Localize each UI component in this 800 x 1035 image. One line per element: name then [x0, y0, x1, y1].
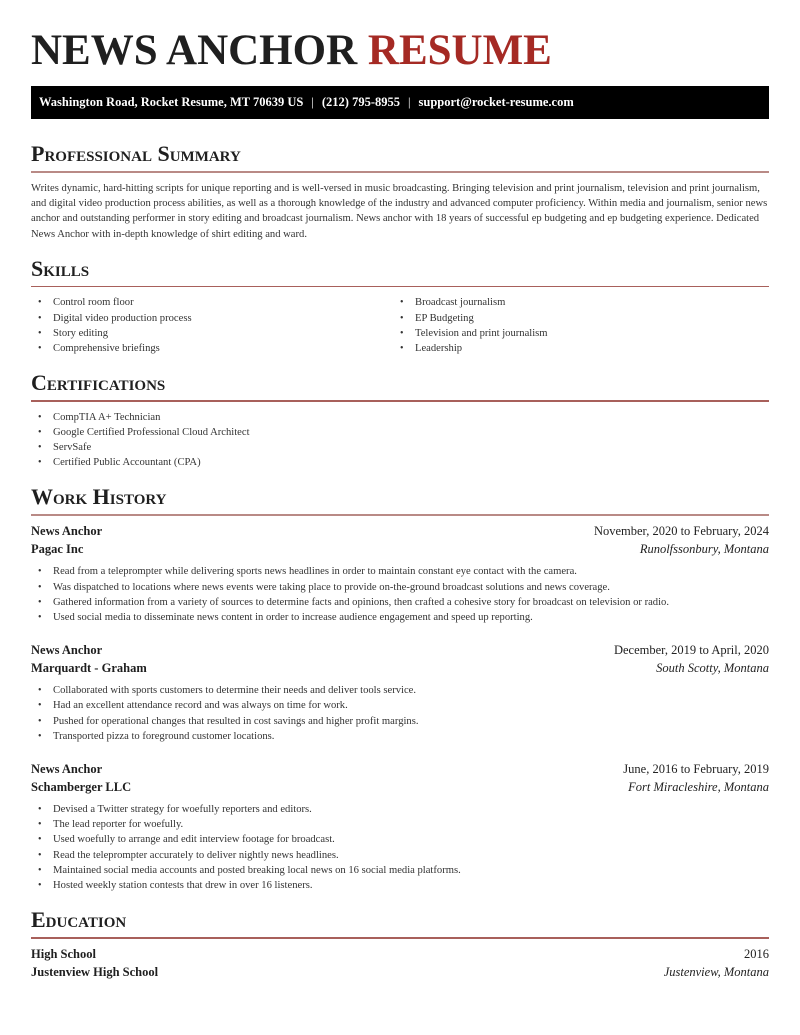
job-header-row — [31, 760, 769, 778]
education-school: Justenview High School — [31, 964, 159, 979]
certification-item: • Certified Public Accountant (CPA) — [31, 455, 769, 470]
skill-item: • Television and print journalism — [393, 326, 755, 341]
education-year: 2016 — [744, 946, 769, 961]
job-bullet: • Had an excellent attendance record and was always on time for work. — [31, 698, 769, 713]
certification-item: • ServSafe — [31, 440, 769, 455]
job-bullet: • Hosted weekly station contests that drew in over 16 listeners. — [31, 878, 769, 893]
resume-title — [31, 0, 769, 74]
job-bullet: • Gathered information from a variety of sources to determine facts and opinions, then crafted a cohesive story for broadcast on television or radio. — [31, 595, 769, 610]
section-divider — [31, 171, 769, 173]
skills-columns — [31, 295, 769, 356]
title-accent: RESUME — [367, 27, 552, 74]
contact-phone: (212) 795-8955 — [321, 95, 401, 109]
section-divider — [31, 937, 769, 939]
job-location: Runolfssonbury, Montana — [639, 542, 769, 557]
skills-section — [31, 256, 769, 356]
job-bullets — [31, 683, 769, 744]
skills-heading: Skills — [31, 255, 90, 281]
education-degree: High School — [31, 946, 96, 961]
section-divider — [31, 400, 769, 402]
job-bullet: • Pushed for operational changes that resulted in cost savings and higher profit margins. — [31, 714, 769, 729]
job-bullet: • Maintained social media accounts and posted breaking local news on 16 social media platforms. — [31, 863, 769, 878]
work-history-heading: Work History — [31, 484, 167, 510]
certification-item: • CompTIA A+ Technician — [31, 410, 769, 425]
job-bullets — [31, 564, 769, 625]
section-divider — [31, 514, 769, 516]
job-bullet: • Read the teleprompter accurately to deliver nightly news headlines. — [31, 848, 769, 863]
title-main: NEWS ANCHOR — [31, 27, 358, 74]
job-bullets — [31, 802, 769, 893]
job-entry — [31, 641, 769, 744]
job-company: Schamberger LLC — [31, 780, 132, 795]
skills-list-left — [31, 295, 393, 356]
job-title: News Anchor — [31, 643, 103, 658]
contact-separator: | — [311, 95, 314, 109]
job-bullet: • Transported pizza to foreground customer locations. — [31, 729, 769, 744]
job-location: Fort Miracleshire, Montana — [628, 780, 769, 795]
job-bullet: • Used woefully to arrange and edit interview footage for broadcast. — [31, 832, 769, 847]
certifications-heading: Certifications — [31, 370, 166, 396]
contact-separator: | — [408, 95, 411, 109]
skill-item: • Leadership — [393, 341, 755, 356]
certifications-section — [31, 370, 769, 470]
job-entry — [31, 760, 769, 893]
work-history-section — [31, 484, 769, 893]
job-company-row — [31, 540, 769, 558]
job-company-row — [31, 659, 769, 677]
job-company: Pagac Inc — [31, 542, 84, 557]
job-entry — [31, 522, 769, 625]
job-header-row — [31, 641, 769, 659]
education-section — [31, 907, 769, 981]
summary-heading: Professional Summary — [31, 141, 241, 166]
job-title: News Anchor — [31, 762, 103, 777]
education-degree-row — [31, 945, 769, 963]
education-location: Justenview, Montana — [663, 964, 769, 979]
job-bullet: • The lead reporter for woefully. — [31, 817, 769, 832]
contact-address: Washington Road, Rocket Resume, MT 70639 US — [39, 95, 304, 109]
job-bullet: • Read from a teleprompter while delivering sports news headlines in order to maintain constant eye contact with the camera. — [31, 564, 769, 579]
summary-text: Writes dynamic, hard-hitting scripts for unique reporting and is well-versed in music broadcasting. Bringing television and print journalism, television and print journalism, and digital video production process abilities, as well as a thorough knowledge of the industry and advanced computer proficiency. Within media and journalism, senior news anchor and outstanding performer in story editing and broadcast journalism. News anchor with 18 years of successful ep budgeting and ep budgeting experience. Dedicated News Anchor with in-depth knowledge of shirt editing and ward. — [31, 183, 768, 240]
certifications-list — [31, 410, 769, 471]
job-header-row — [31, 522, 769, 540]
job-company: Marquardt - Graham — [31, 661, 147, 676]
skill-item: • EP Budgeting — [393, 311, 755, 326]
skill-item: • Digital video production process — [31, 311, 393, 326]
education-school-row — [31, 963, 769, 981]
section-divider — [31, 286, 769, 288]
contact-bar — [31, 86, 769, 119]
job-bullet: • Collaborated with sports customers to determine their needs and deliver tools service. — [31, 683, 769, 698]
job-dates: June, 2016 to February, 2019 — [623, 762, 769, 777]
job-bullet: • Was dispatched to locations where news events were taking place to provide on-the-ground broadcast solutions and news coverage. — [31, 580, 769, 595]
job-bullet: • Used social media to disseminate news content in order to increase audience engagement and speed up reporting. — [31, 610, 769, 625]
skill-item: • Broadcast journalism — [393, 295, 755, 310]
contact-email[interactable]: support@rocket-resume.com — [418, 95, 574, 109]
skill-item: • Control room floor — [31, 295, 393, 310]
education-heading: Education — [31, 907, 127, 933]
summary-section — [31, 141, 769, 242]
skills-list-right — [393, 295, 755, 356]
skill-item: • Comprehensive briefings — [31, 341, 393, 356]
job-dates: December, 2019 to April, 2020 — [613, 643, 769, 658]
job-company-row — [31, 778, 769, 796]
certification-item: • Google Certified Professional Cloud Architect — [31, 425, 769, 440]
skill-item: • Story editing — [31, 326, 393, 341]
job-location: South Scotty, Montana — [656, 661, 769, 676]
job-title: News Anchor — [31, 524, 103, 539]
job-dates: November, 2020 to February, 2024 — [593, 524, 769, 539]
job-bullet: • Devised a Twitter strategy for woefully reporters and editors. — [31, 802, 769, 817]
